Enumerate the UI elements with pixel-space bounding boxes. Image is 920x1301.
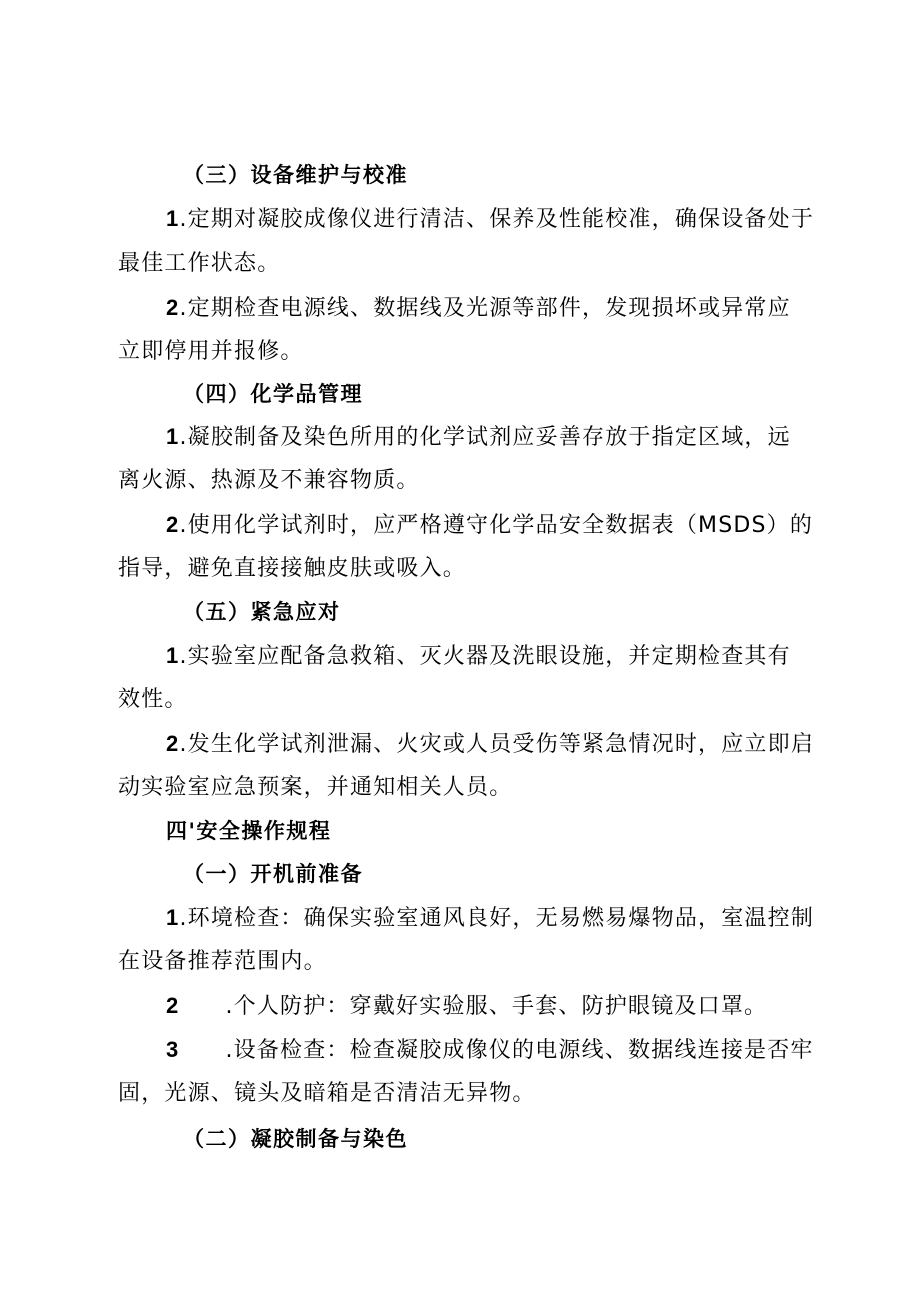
- paragraph-line: [166, 991, 767, 1022]
- paragraph-line: [166, 422, 791, 453]
- chapter-heading: 四'安全操作规程: [166, 819, 332, 843]
- paragraph-line: 立即停用并报修。: [118, 339, 304, 364]
- item-text: .定期对凝胶成像仪进行清洁、保养及性能校准，确保设备处于: [179, 207, 815, 232]
- item-number: 1: [166, 206, 180, 231]
- section-heading-5: （五）紧急应对: [183, 600, 341, 624]
- paragraph-line: [166, 510, 813, 541]
- paragraph-line: 最佳工作状态。: [118, 251, 281, 276]
- item-number: 1: [166, 643, 180, 668]
- paragraph-line: [166, 1035, 814, 1066]
- item-number: 2: [166, 731, 180, 756]
- paragraph-line: [166, 293, 791, 324]
- paragraph-line: 离火源、热源及不兼容物质。: [118, 468, 420, 493]
- paragraph-line: 在设备推荐范围内。: [118, 949, 327, 974]
- item-text: .环境检查：确保实验室通风良好，无易燃易爆物品，室温控制: [179, 906, 815, 931]
- paragraph-line: 动实验室应急预案，并通知相关人员。: [118, 775, 513, 800]
- item-text: .个人防护：穿戴好实验服、手套、防护眼镜及口罩。: [225, 994, 768, 1019]
- item-number: 2: [166, 295, 180, 320]
- item-text: .凝胶制备及染色所用的化学试剂应妥善存放于指定区域，远: [179, 425, 791, 450]
- paragraph-line: [166, 729, 814, 760]
- section-heading-4: （四）化学品管理: [183, 382, 363, 406]
- paragraph-line: [166, 903, 814, 934]
- section-heading-2: （二）凝胶制备与染色: [183, 1127, 408, 1151]
- item-number: 3: [166, 1037, 180, 1062]
- item-text: .使用化学试剂时，应严格遵守化学品安全数据表（MSDS）的: [179, 513, 814, 538]
- item-text: .设备检查：检查凝胶成像仪的电源线、数据线连接是否牢: [225, 1038, 814, 1063]
- item-text: .定期检查电源线、数据线及光源等部件，发现损坏或异常应: [179, 296, 791, 321]
- item-number: 1: [166, 424, 180, 449]
- paragraph-line: 指导，避免直接接触皮肤或吸入。: [118, 556, 467, 581]
- item-text: .实验室应配备急救箱、灭火器及洗眼设施，并定期检查其有: [179, 644, 791, 669]
- item-text: .发生化学试剂泄漏、火灾或人员受伤等紧急情况时，应立即启: [179, 732, 815, 757]
- paragraph-line: 效性。: [118, 687, 188, 712]
- item-number: 2: [166, 993, 180, 1018]
- paragraph-line: [166, 204, 814, 235]
- item-number: 2: [166, 512, 180, 537]
- paragraph-line: 固，光源、镜头及暗箱是否清洁无异物。: [118, 1081, 536, 1106]
- section-heading-3: （三）设备维护与校准: [183, 163, 408, 187]
- paragraph-line: [166, 641, 791, 672]
- section-heading-1: （一）开机前准备: [183, 862, 363, 886]
- item-number: 1: [166, 905, 180, 930]
